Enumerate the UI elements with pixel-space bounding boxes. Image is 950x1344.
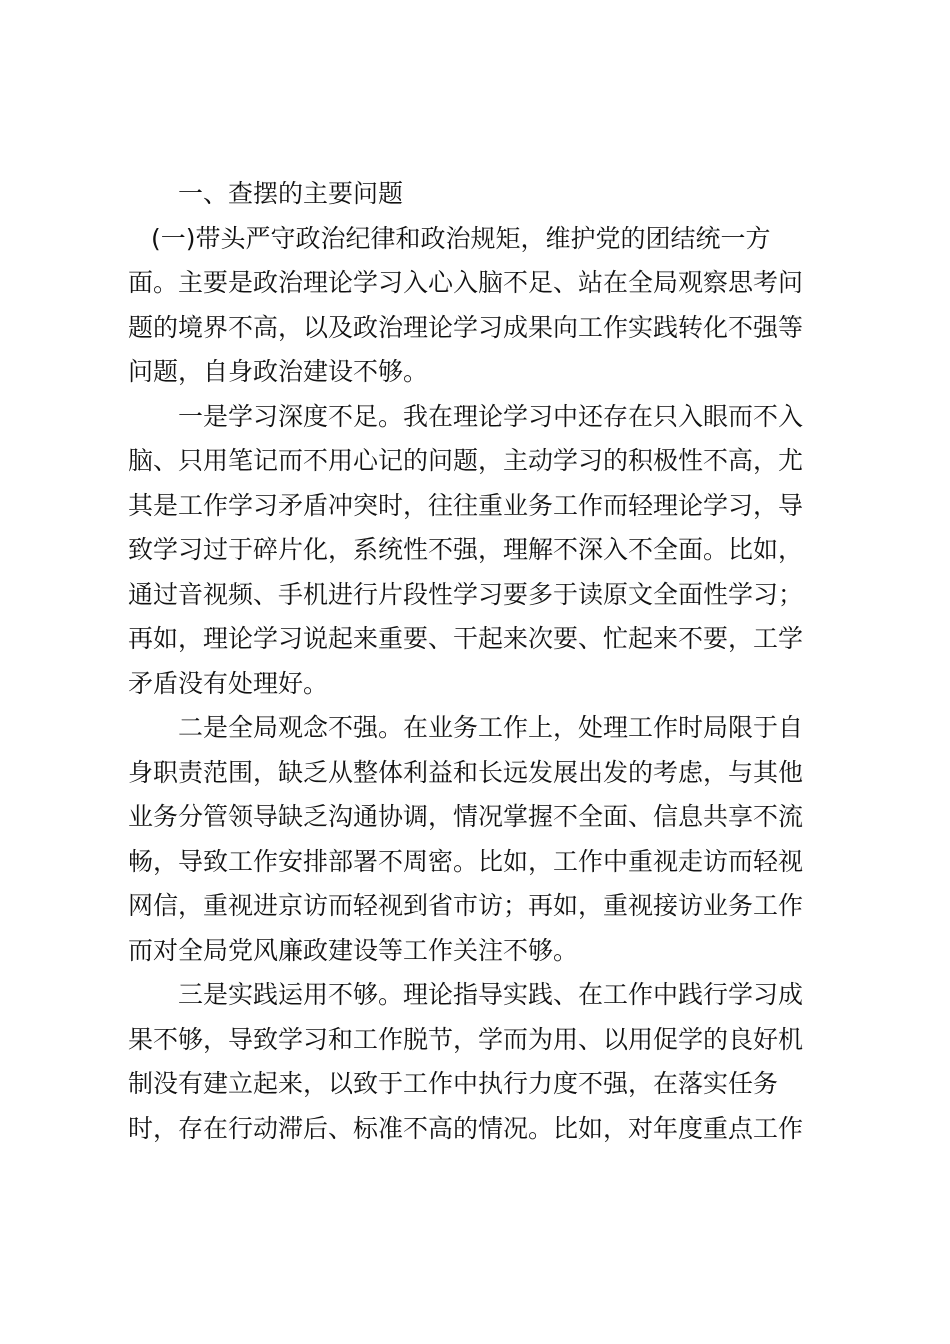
paragraph-3 [128,706,822,973]
paragraph-4 [128,973,822,1151]
paragraph-line: 身职责范围，缺乏从整体利益和长远发展出发的考虑，与其他 [128,757,804,787]
paragraph-line: 业务分管领导缺乏沟通协调，情况掌握不全面、信息共享不流 [128,802,804,831]
paragraph-line: 网信，重视进京访而轻视到省市访；再如，重视接访业务工作 [128,891,804,920]
paragraph-line: 三是实践运用不够。理论指导实践、在工作中践行学习成 [178,980,804,1009]
paragraph-2 [128,395,822,707]
section-heading [128,172,822,217]
paragraph-line: 再如，理论学习说起来重要、干起来次要、忙起来不要，工学 [128,624,804,653]
paragraph-line: 果不够，导致学习和工作脱节，学而为用、以用促学的良好机 [128,1024,804,1054]
paragraph-line: 脑、只用笔记而不用心记的问题，主动学习的积极性不高，尤 [128,446,804,475]
paragraph-line: 二是全局观念不强。在业务工作上，处理工作时局限于自 [178,713,804,742]
paragraph-line: (一)带头严守政治纪律和政治规矩，维护党的团结统一方 [151,223,771,253]
paragraph-line: 而对全局党风廉政建设等工作关注不够。 [128,935,579,965]
paragraph-line: 面。主要是政治理论学习入心入脑不足、站在全局观察思考问 [128,268,804,297]
paragraph-line: 题的境界不高，以及政治理论学习成果向工作实践转化不强等 [128,312,804,342]
heading-text: 一、查摆的主要问题 [178,179,404,208]
document-body [128,172,822,1151]
paragraph-line: 矛盾没有处理好。 [128,668,329,698]
paragraph-1 [128,217,822,395]
paragraph-line: 时，存在行动滞后、标准不高的情况。比如，对年度重点工作 [128,1113,804,1143]
paragraph-line: 通过音视频、手机进行片段性学习要多于读原文全面性学习； [128,579,804,609]
paragraph-line: 其是工作学习矛盾冲突时，往往重业务工作而轻理论学习，导 [128,490,804,520]
paragraph-line: 一是学习深度不足。我在理论学习中还存在只入眼而不入 [178,401,804,431]
paragraph-line: 畅，导致工作安排部署不周密。比如，工作中重视走访而轻视 [128,846,804,876]
paragraph-line: 致学习过于碎片化，系统性不强，理解不深入不全面。比如， [128,535,804,564]
paragraph-line: 问题，自身政治建设不够。 [128,357,429,386]
paragraph-line: 制没有建立起来，以致于工作中执行力度不强，在落实任务 [128,1069,779,1098]
